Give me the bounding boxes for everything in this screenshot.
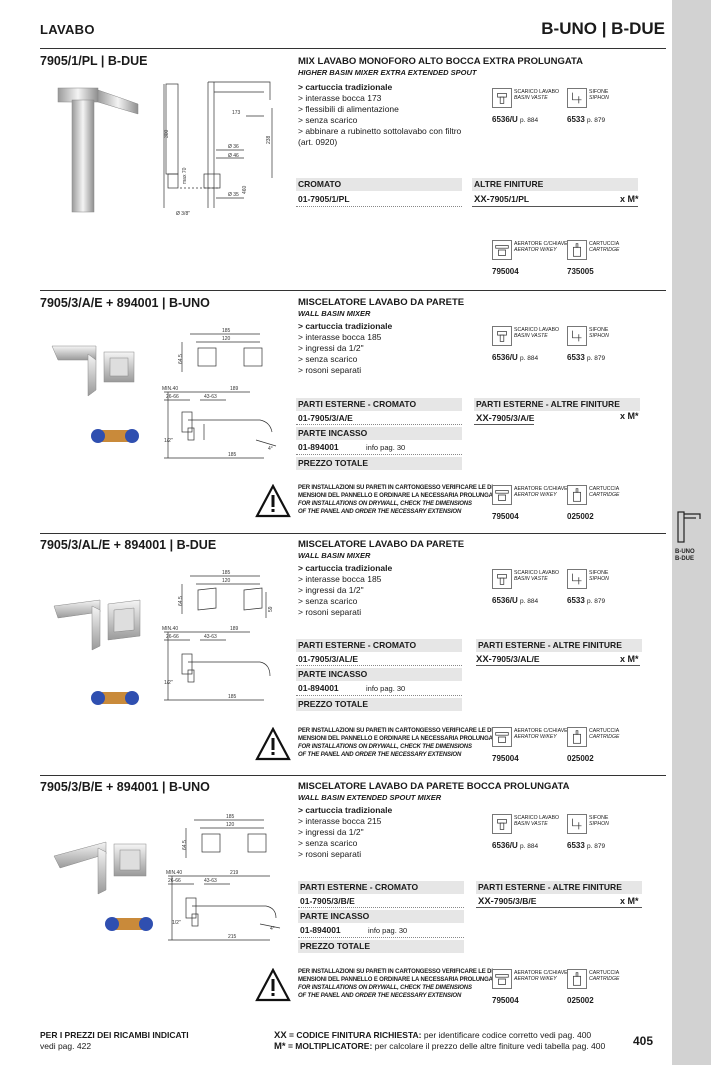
siphon-label-en: SIPHON	[589, 821, 609, 828]
feature-item: > senza scarico	[298, 838, 358, 848]
product-photo	[48, 340, 143, 400]
cartridge-label: CARTUCCIA	[589, 728, 620, 734]
product-subtitle: WALL BASIN MIXER	[298, 551, 371, 560]
feature-list	[298, 82, 461, 148]
accessory-code	[567, 841, 605, 850]
drain-label: SCARICO LAVABO	[514, 815, 560, 821]
aerator-label-en: AERATOR W/KEY	[514, 734, 557, 741]
warning-line: MENSIONI DEL PANNELLO E ORDINARE LA NECESSARIA PROLUNGA	[298, 977, 493, 983]
dim-label: MIN.40	[162, 626, 179, 632]
xx-prefix: XX-	[476, 654, 492, 665]
product-photo	[52, 836, 152, 900]
feature-item: > senza scarico	[298, 354, 358, 364]
cartridge-icon	[567, 240, 587, 260]
warning-line: PER INSTALLAZIONI SU PARETI IN CARTONGESSO VERIFICARE LE DI-	[298, 728, 495, 734]
drain-page: p. 884	[520, 117, 539, 124]
product-subtitle: HIGHER BASIN MIXER EXTRA EXTENDED SPOUT	[298, 68, 477, 77]
siphon-icon	[567, 569, 587, 589]
accessory-code: 795004	[492, 512, 519, 521]
accessory-code: 795004	[492, 754, 519, 763]
feature-item: > ingressi da 1/2"	[298, 585, 364, 595]
total-price-header: PREZZO TOTALE	[296, 698, 462, 711]
siphon-icon	[567, 88, 587, 108]
drain-code: 6536/U	[492, 115, 518, 124]
row-divider	[296, 424, 462, 425]
dim-label: Ø 36	[228, 144, 239, 150]
siphon-label-en: SIPHON	[589, 95, 609, 102]
accessory-code: 795004	[492, 996, 519, 1005]
footer-note-title: PER I PREZZI DEI RICAMBI INDICATI	[40, 1030, 189, 1040]
siphon-label: SIFONE	[589, 327, 609, 333]
feature-item: > cartuccia tradizionale	[298, 563, 393, 573]
dim-label: 120	[226, 822, 235, 828]
accessory-label	[589, 486, 619, 499]
legend-xx-title: = CODICE FINITURA RICHIESTA:	[286, 1030, 422, 1040]
category-title: LAVABO	[40, 22, 95, 37]
xx-prefix: XX-	[476, 413, 492, 424]
siphon-icon	[567, 814, 587, 834]
row-divider	[298, 937, 464, 938]
accessory-code: 025002	[567, 996, 594, 1005]
external-other-header: PARTI ESTERNE - ALTRE FINITURE	[474, 398, 640, 411]
dim-label: 460	[242, 185, 248, 194]
section-rule	[40, 290, 666, 291]
feature-item: > rosoni separati	[298, 607, 362, 617]
feature-item: (art. 0920)	[298, 137, 338, 147]
row-divider	[476, 907, 642, 908]
aerator-icon	[492, 240, 512, 260]
drywall-warning	[298, 968, 495, 1000]
row-divider	[474, 424, 534, 425]
dim-label: 189	[230, 626, 239, 632]
product-code-title: 7905/3/A/E + 894001 | B-UNO	[40, 296, 210, 310]
accessory-label	[514, 327, 559, 340]
dim-label: 1/2"	[164, 680, 173, 686]
dim-label: 64.5	[178, 354, 184, 364]
aerator-icon	[492, 485, 512, 505]
siphon-page: p. 879	[587, 355, 606, 362]
cartridge-label-en: CARTRIDGE	[589, 976, 620, 983]
accessory-label	[514, 570, 559, 583]
dim-label: Ø 35	[228, 192, 239, 198]
dim-label: 43-63	[204, 878, 217, 884]
dim-label: max 70	[182, 167, 188, 184]
accessory-code	[492, 596, 538, 605]
siphon-page: p. 879	[587, 598, 606, 605]
multiplier: x M*	[620, 411, 639, 421]
row-divider	[298, 907, 464, 908]
drain-code: 6536/U	[492, 841, 518, 850]
accessory-label	[589, 89, 609, 102]
chrome-header: CROMATO	[296, 178, 462, 191]
product-code-title: 7905/3/B/E + 894001 | B-UNO	[40, 780, 210, 794]
product-photo	[50, 596, 145, 656]
dim-label: 120	[222, 336, 231, 342]
siphon-label-en: SIPHON	[589, 576, 609, 583]
accessory-code	[567, 353, 605, 362]
legend-m-key: M*	[274, 1041, 286, 1052]
product-title: MIX LAVABO MONOFORO ALTO BOCCA EXTRA PROLUNGATA	[298, 56, 583, 67]
warning-line: MENSIONI DEL PANNELLO E ORDINARE LA NECESSARIA PROLUNGA	[298, 493, 493, 499]
accessory-label	[589, 570, 609, 583]
siphon-page: p. 879	[587, 843, 606, 850]
feature-item: > interasse bocca 185	[298, 332, 382, 342]
finish-code-suffix: 7905/3/B/E	[493, 896, 537, 906]
product-photo	[50, 86, 140, 216]
accessory-label	[589, 728, 619, 741]
feature-item: > interasse bocca 173	[298, 93, 382, 103]
feature-item: > cartuccia tradizionale	[298, 82, 393, 92]
side-tab-line2: B-DUE	[675, 556, 694, 562]
warning-line: OF THE PANEL AND ORDER THE NECESSARY EXTENSION	[298, 509, 462, 515]
accessory-label	[589, 970, 619, 983]
drain-label-en: BASIN VASTE	[514, 333, 548, 340]
footer-note-ref: vedi pag. 422	[40, 1041, 92, 1051]
dim-label: 26-66	[168, 878, 181, 884]
drain-icon	[492, 326, 512, 346]
built-in-info: info pag. 30	[366, 684, 406, 693]
row-divider	[476, 665, 640, 666]
aerator-icon	[492, 727, 512, 747]
dim-label: 185	[222, 328, 231, 334]
valve-photo	[104, 912, 154, 936]
dim-label: Ø 46	[228, 153, 239, 159]
dim-label: 215	[228, 934, 237, 940]
side-tab	[672, 0, 711, 1065]
dim-label: 4°	[268, 446, 273, 452]
warning-icon	[255, 968, 291, 1002]
row-divider	[296, 695, 462, 696]
chrome-code: 01-7905/1/PL	[298, 194, 350, 204]
siphon-code: 6533	[567, 596, 585, 605]
drain-label-en: BASIN VASTE	[514, 95, 548, 102]
product-title: MISCELATORE LAVABO DA PARETE BOCCA PROLUNGATA	[298, 781, 570, 792]
external-chrome-code: 01-7905/3/A/E	[298, 413, 353, 423]
finish-code-suffix: 7905/1/PL	[489, 194, 530, 204]
drywall-warning	[298, 727, 495, 759]
accessory-label	[514, 89, 559, 102]
cartridge-label-en: CARTRIDGE	[589, 734, 620, 741]
drain-icon	[492, 88, 512, 108]
feature-item: > flessibili di alimentazione	[298, 104, 399, 114]
footer-spare-parts-note	[40, 1030, 189, 1052]
accessory-label	[589, 327, 609, 340]
accessory-label	[589, 241, 619, 254]
aerator-label: AERATORE C/CHIAVE	[514, 486, 568, 492]
header-rule	[40, 48, 666, 49]
product-title: MISCELATORE LAVABO DA PARETE	[298, 297, 465, 308]
technical-drawing	[160, 78, 280, 218]
cartridge-label-en: CARTRIDGE	[589, 247, 620, 254]
dim-label: 26-66	[166, 394, 179, 400]
built-in-header: PARTE INCASSO	[298, 910, 464, 923]
siphon-code: 6533	[567, 115, 585, 124]
feature-item: > senza scarico	[298, 115, 358, 125]
external-chrome-code: 01-7905/3/B/E	[300, 896, 355, 906]
mixer-side-icon	[674, 508, 708, 544]
dim-label: MIN.40	[166, 870, 183, 876]
product-code-title: 7905/3/AL/E + 894001 | B-DUE	[40, 538, 217, 552]
built-in-header: PARTE INCASSO	[296, 668, 462, 681]
drain-page: p. 884	[520, 843, 539, 850]
warning-line: PER INSTALLAZIONI SU PARETI IN CARTONGESSO VERIFICARE LE DI-	[298, 485, 495, 491]
dim-label: 43-63	[204, 634, 217, 640]
feature-item: > ingressi da 1/2"	[298, 827, 364, 837]
aerator-label-en: AERATOR W/KEY	[514, 247, 557, 254]
xx-prefix: XX-	[474, 194, 490, 205]
siphon-icon	[567, 326, 587, 346]
total-price-header: PREZZO TOTALE	[296, 457, 462, 470]
dim-label: 120	[222, 578, 231, 584]
accessory-code	[567, 596, 605, 605]
feature-item: > senza scarico	[298, 596, 358, 606]
cartridge-label: CARTUCCIA	[589, 241, 620, 247]
footer-legend	[274, 1030, 605, 1052]
legend-xx	[274, 1030, 605, 1041]
warning-line: FOR INSTALLATIONS ON DRYWALL, CHECK THE DIMENSIONS	[298, 985, 472, 991]
drain-label: SCARICO LAVABO	[514, 327, 560, 333]
cartridge-label-en: CARTRIDGE	[589, 492, 620, 499]
accessory-code: 795004	[492, 267, 519, 276]
dim-label: 26-66	[166, 634, 179, 640]
accessory-code: 735005	[567, 267, 594, 276]
aerator-label-en: AERATOR W/KEY	[514, 492, 557, 499]
dim-label: 43-63	[204, 394, 217, 400]
drain-label-en: BASIN VASTE	[514, 576, 548, 583]
accessory-code	[492, 841, 538, 850]
valve-photo	[90, 686, 140, 710]
legend-m-text: per calcolare il prezzo delle altre finiture vedi tabella pag. 400	[372, 1041, 606, 1051]
drain-icon	[492, 569, 512, 589]
other-finishes-header: ALTRE FINITURE	[472, 178, 638, 191]
drain-label: SCARICO LAVABO	[514, 570, 560, 576]
dim-label: Ø 3/8"	[176, 211, 191, 217]
section-rule	[40, 775, 666, 776]
warning-icon	[255, 727, 291, 761]
accessory-label	[589, 815, 609, 828]
accessory-label	[514, 241, 568, 254]
accessory-code: 025002	[567, 754, 594, 763]
dim-label: 64.5	[182, 840, 188, 850]
cartridge-icon	[567, 485, 587, 505]
warning-line: OF THE PANEL AND ORDER THE NECESSARY EXTENSION	[298, 752, 462, 758]
product-subtitle: WALL BASIN EXTENDED SPOUT MIXER	[298, 793, 442, 802]
feature-item: > interasse bocca 185	[298, 574, 382, 584]
siphon-code: 6533	[567, 353, 585, 362]
feature-item: > abbinare a rubinetto sottolavabo con filtro	[298, 126, 462, 136]
accessory-code: 025002	[567, 512, 594, 521]
siphon-label: SIFONE	[589, 89, 609, 95]
dim-label: 300	[164, 129, 170, 138]
feature-item: > ingressi da 1/2"	[298, 343, 364, 353]
legend-m	[274, 1041, 605, 1052]
multiplier: x M*	[620, 654, 639, 664]
side-tab-line1: B-UNO	[675, 549, 695, 555]
product-code-title: 7905/1/PL | B-DUE	[40, 54, 148, 68]
accessory-code	[492, 115, 538, 124]
external-chrome-header: PARTI ESTERNE - CROMATO	[296, 398, 462, 411]
external-other-header: PARTI ESTERNE - ALTRE FINITURE	[476, 881, 642, 894]
external-other-header: PARTI ESTERNE - ALTRE FINITURE	[476, 639, 642, 652]
built-in-code: 01-894001	[298, 683, 339, 693]
technical-drawing	[160, 566, 285, 706]
multiplier: x M*	[620, 194, 639, 204]
finish-code	[476, 413, 534, 424]
siphon-code: 6533	[567, 841, 585, 850]
total-price-header: PREZZO TOTALE	[298, 940, 464, 953]
finish-code	[474, 194, 529, 205]
dim-label: 64.5	[178, 596, 184, 606]
finish-code	[476, 654, 540, 665]
row-divider	[296, 206, 462, 207]
warning-icon	[255, 484, 291, 518]
finish-code-suffix: 7905/3/AL/E	[491, 654, 540, 664]
accessory-label	[514, 728, 568, 741]
cartridge-label: CARTUCCIA	[589, 486, 620, 492]
warning-line: OF THE PANEL AND ORDER THE NECESSARY EXTENSION	[298, 993, 462, 999]
external-chrome-header: PARTI ESTERNE - CROMATO	[298, 881, 464, 894]
legend-xx-text: per identificare codice corretto vedi pag. 400	[421, 1030, 592, 1040]
feature-item: > cartuccia tradizionale	[298, 321, 393, 331]
warning-line: FOR INSTALLATIONS ON DRYWALL, CHECK THE DIMENSIONS	[298, 501, 472, 507]
dim-label: 4°	[270, 926, 275, 932]
dim-label: 238	[266, 135, 272, 144]
siphon-page: p. 879	[587, 117, 606, 124]
xx-prefix: XX-	[478, 896, 494, 907]
aerator-label: AERATORE C/CHIAVE	[514, 970, 568, 976]
dim-label: MIN.40	[162, 386, 179, 392]
dim-label: 185	[226, 814, 235, 820]
dim-label: 1/2"	[172, 920, 181, 926]
drain-icon	[492, 814, 512, 834]
drain-code: 6536/U	[492, 353, 518, 362]
aerator-label-en: AERATOR W/KEY	[514, 976, 557, 983]
finish-code-suffix: 7905/3/A/E	[491, 413, 535, 423]
collection-title: B-UNO | B-DUE	[541, 19, 665, 38]
dim-label: 1/2"	[164, 438, 173, 444]
product-subtitle: WALL BASIN MIXER	[298, 309, 371, 318]
technical-drawing	[160, 324, 285, 464]
built-in-info: info pag. 30	[368, 926, 408, 935]
warning-line: PER INSTALLAZIONI SU PARETI IN CARTONGESSO VERIFICARE LE DI-	[298, 969, 495, 975]
feature-list	[298, 321, 392, 376]
row-divider	[296, 454, 462, 455]
accessory-label	[514, 970, 568, 983]
product-title: MISCELATORE LAVABO DA PARETE	[298, 539, 465, 550]
built-in-code: 01-894001	[300, 925, 341, 935]
drain-page: p. 884	[520, 355, 539, 362]
dim-label: 185	[228, 694, 237, 700]
built-in-info: info pag. 30	[366, 443, 406, 452]
aerator-icon	[492, 969, 512, 989]
feature-item: > cartuccia tradizionale	[298, 805, 393, 815]
cartridge-label: CARTUCCIA	[589, 970, 620, 976]
finish-code	[478, 896, 536, 907]
page-number: 405	[633, 1034, 654, 1048]
accessory-code	[492, 353, 538, 362]
cartridge-icon	[567, 727, 587, 747]
drain-label-en: BASIN VASTE	[514, 821, 548, 828]
external-chrome-code: 01-7905/3/AL/E	[298, 654, 359, 664]
side-tab-label	[675, 549, 695, 563]
accessory-label	[514, 815, 559, 828]
dim-label: 173	[232, 110, 241, 116]
drywall-warning	[298, 484, 495, 516]
siphon-label-en: SIPHON	[589, 333, 609, 340]
dim-label: 59	[268, 606, 274, 612]
section-rule	[40, 533, 666, 534]
row-divider	[296, 665, 462, 666]
external-chrome-header: PARTI ESTERNE - CROMATO	[296, 639, 462, 652]
legend-m-title: = MOLTIPLICATORE:	[285, 1041, 373, 1051]
feature-item: > rosoni separati	[298, 365, 362, 375]
dim-label: 189	[230, 386, 239, 392]
dim-label: 185	[222, 570, 231, 576]
technical-drawing	[164, 810, 289, 950]
row-divider	[472, 206, 638, 207]
siphon-label: SIFONE	[589, 570, 609, 576]
cartridge-icon	[567, 969, 587, 989]
accessory-code	[567, 115, 605, 124]
built-in-header: PARTE INCASSO	[296, 427, 462, 440]
aerator-label: AERATORE C/CHIAVE	[514, 241, 568, 247]
drain-label: SCARICO LAVABO	[514, 89, 560, 95]
valve-photo	[90, 424, 140, 448]
feature-item: > interasse bocca 215	[298, 816, 382, 826]
aerator-label: AERATORE C/CHIAVE	[514, 728, 568, 734]
warning-line: MENSIONI DEL PANNELLO E ORDINARE LA NECESSARIA PROLUNGA	[298, 736, 493, 742]
drain-page: p. 884	[520, 598, 539, 605]
built-in-code: 01-894001	[298, 442, 339, 452]
siphon-label: SIFONE	[589, 815, 609, 821]
dim-label: 219	[230, 870, 239, 876]
multiplier: x M*	[620, 896, 639, 906]
feature-item: > rosoni separati	[298, 849, 362, 859]
warning-line: FOR INSTALLATIONS ON DRYWALL, CHECK THE DIMENSIONS	[298, 744, 472, 750]
dim-label: 185	[228, 452, 237, 458]
feature-list	[298, 563, 392, 618]
accessory-label	[514, 486, 568, 499]
feature-list	[298, 805, 392, 860]
drain-code: 6536/U	[492, 596, 518, 605]
legend-xx-key: XX	[274, 1030, 287, 1041]
